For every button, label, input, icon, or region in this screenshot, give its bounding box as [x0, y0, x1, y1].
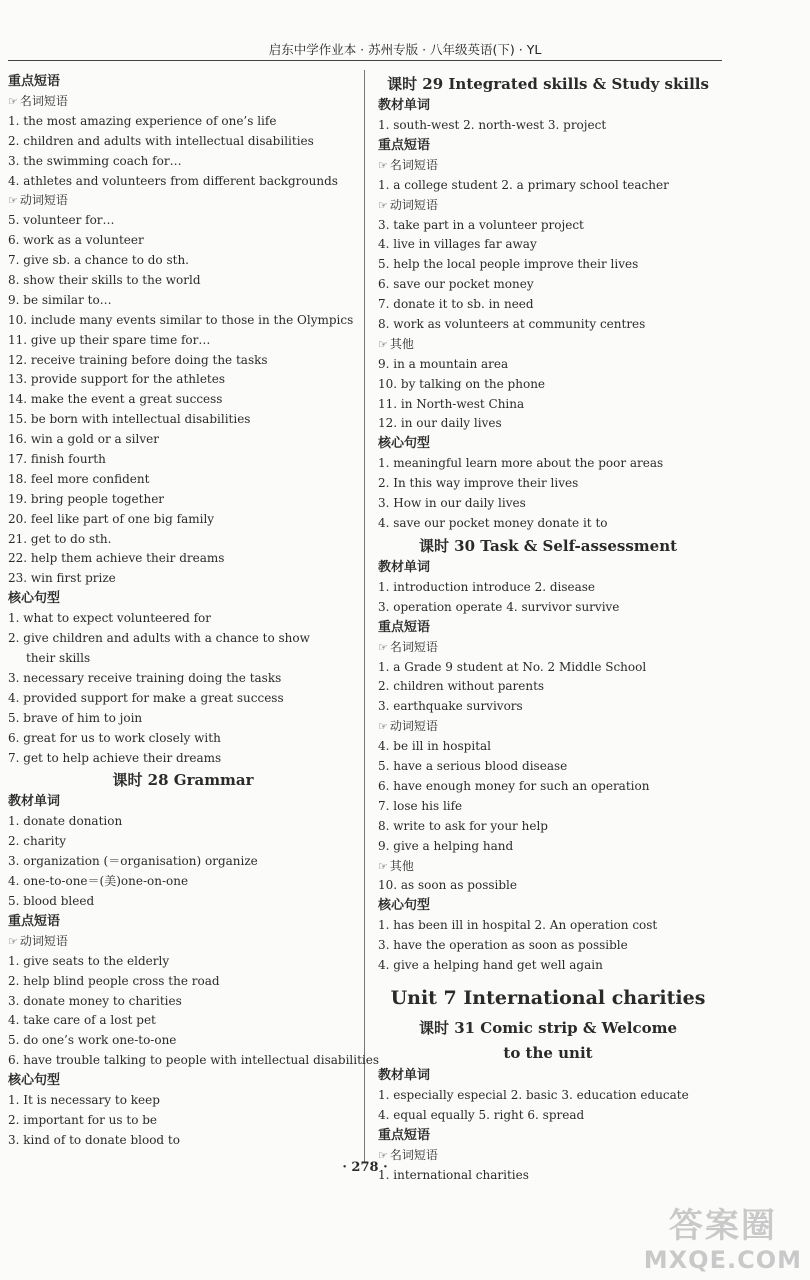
answer-line: 5. volunteer for…: [8, 213, 115, 228]
answer-line: 1. introduction introduce 2. disease: [378, 579, 596, 594]
subsection-label: [378, 717, 718, 737]
subsection-label: [378, 156, 718, 176]
subsection-text: 名词短语: [389, 639, 438, 654]
answer-line: 6. have trouble talking to people with intellectual disabilities: [8, 1053, 380, 1068]
subsection-text: 名词短语: [389, 1147, 438, 1162]
section-heading: 重点短语: [8, 913, 61, 929]
pointing-hand-icon: ☞: [378, 337, 388, 351]
answer-line: 14. make the event a great success: [8, 392, 223, 407]
pointing-hand-icon: ☞: [378, 1148, 388, 1162]
subsection-label: [378, 638, 718, 658]
answer-line: 12. receive training before doing the tasks: [8, 352, 268, 367]
subsection-text: 动词短语: [389, 197, 438, 212]
section-heading: 重点短语: [378, 1127, 431, 1143]
section-heading: 教材单词: [378, 98, 431, 113]
answer-line: 2. children and adults with intellectual disabilities: [8, 133, 314, 148]
answer-line: 10. include many events similar to those in the Olympics: [8, 312, 354, 327]
answer-line: 4. provided support for make a great success: [8, 690, 284, 705]
answer-line: 4. live in villages far away: [378, 237, 537, 252]
answer-line: 4. save our pocket money donate it to: [378, 516, 608, 531]
pointing-hand-icon: ☞: [378, 640, 388, 654]
section-heading: 教材单词: [8, 794, 61, 810]
answer-line: 3. have the operation as soon as possible: [378, 938, 628, 953]
section-heading: 教材单词: [378, 1067, 431, 1083]
answer-line: 10. as soon as possible: [378, 878, 517, 893]
section-heading: 重点短语: [8, 74, 61, 89]
answer-line: 8. show their skills to the world: [8, 273, 201, 288]
section-heading: 教材单词: [378, 559, 431, 575]
subsection-label: [8, 92, 358, 112]
answer-line: 6. work as a volunteer: [8, 233, 144, 248]
answer-line: 7. donate it to sb. in need: [378, 297, 534, 312]
pointing-hand-icon: ☞: [378, 859, 388, 873]
section-heading: 核心句型: [378, 898, 431, 914]
answer-line: 5. blood bleed: [8, 893, 95, 908]
section-heading: 重点短语: [378, 619, 431, 635]
answer-line: 9. give a helping hand: [378, 838, 514, 853]
subsection-label: [8, 932, 358, 952]
lesson-title: 课时 31 Comic strip & Welcome: [418, 1018, 678, 1037]
answer-line: 4. one-to-one＝(美)one-on-one: [8, 874, 189, 889]
column-divider: [364, 70, 365, 1162]
answer-line: 6. save our pocket money: [378, 277, 534, 292]
header-rule: [8, 60, 722, 61]
answer-line: 18. feel more confident: [8, 471, 150, 486]
answer-line: 5. have a serious blood disease: [378, 759, 568, 774]
answer-line: their skills: [26, 651, 91, 666]
answer-line: 3. necessary receive training doing the tasks: [8, 670, 282, 685]
answer-line: 2. charity: [8, 834, 67, 849]
answer-line: 1. what to expect volunteered for: [8, 611, 211, 626]
answer-line: 1. south-west 2. north-west 3. project: [378, 118, 607, 132]
right-column: [378, 72, 718, 1186]
answer-line: 4. be ill in hospital: [378, 739, 492, 754]
answer-line: 22. help them achieve their dreams: [8, 551, 225, 566]
lesson-title: 课时 28 Grammar: [112, 771, 254, 790]
answer-line: 7. lose his life: [378, 798, 463, 813]
answer-line: 1. donate donation: [8, 814, 123, 829]
watermark-logo: [644, 1206, 802, 1274]
unit-title: Unit 7 International charities: [390, 986, 706, 1009]
pointing-hand-icon: ☞: [378, 720, 388, 734]
subsection-label: [8, 191, 358, 211]
answer-line: 7. get to help achieve their dreams: [8, 750, 222, 765]
pointing-hand-icon: ☞: [378, 198, 388, 212]
page-number: · 278 ·: [342, 1160, 388, 1175]
answer-line: 1. It is necessary to keep: [8, 1093, 160, 1108]
answer-line: 3. the swimming coach for…: [8, 153, 182, 168]
subsection-text: 动词短语: [389, 719, 438, 734]
page-header: 启东中学作业本 · 苏州专版 · 八年级英语(下) · YL: [268, 42, 542, 57]
subsection-label: [378, 196, 718, 216]
answer-line: 2. In this way improve their lives: [378, 476, 579, 491]
answer-line: 1. international charities: [378, 1167, 529, 1182]
answer-line: 20. feel like part of one big family: [8, 511, 215, 526]
answer-line: 5. do one’s work one-to-one: [8, 1033, 177, 1048]
subsection-text: 其他: [389, 858, 414, 873]
answer-line: 21. get to do sth.: [8, 531, 112, 546]
answer-line: 1. a college student 2. a primary school teacher: [378, 177, 669, 192]
subsection-text: 动词短语: [19, 193, 68, 208]
watermark-cn: 答案圈: [668, 1206, 777, 1246]
answer-line: 2. give children and adults with a chance to show: [8, 631, 310, 646]
subsection-text: 其他: [389, 336, 414, 351]
subsection-label: [378, 857, 718, 877]
answer-line: 1. give seats to the elderly: [8, 953, 170, 968]
answer-line: 3. How in our daily lives: [378, 496, 526, 511]
watermark-en: MXQE.COM: [643, 1246, 802, 1274]
answer-line: 9. be similar to…: [8, 292, 112, 307]
answer-line: 3. organization (＝organisation) organize: [8, 854, 258, 869]
answer-line: 5. help the local people improve their lives: [378, 257, 639, 272]
answer-line: 6. have enough money for such an operation: [378, 778, 650, 793]
answer-line: 12. in our daily lives: [378, 416, 502, 431]
answer-line: 2. children without parents: [378, 679, 545, 694]
answer-line: 3. operation operate 4. survivor survive: [378, 599, 620, 614]
answer-line: 13. provide support for the athletes: [8, 372, 226, 387]
answer-line: 11. in North-west China: [378, 396, 525, 411]
answer-line: 2. important for us to be: [8, 1112, 158, 1127]
left-column: [8, 72, 380, 1151]
answer-line: 5. brave of him to join: [8, 710, 143, 725]
answer-line: 4. athletes and volunteers from different backgrounds: [8, 173, 338, 188]
subsection-text: 名词短语: [389, 157, 438, 172]
answer-line: 1. especially especial 2. basic 3. education educate: [378, 1087, 689, 1102]
answer-line: 3. earthquake survivors: [378, 699, 523, 714]
section-heading: 核心句型: [378, 436, 431, 452]
answer-line: 1. has been ill in hospital 2. An operation cost: [378, 918, 658, 933]
answer-line: 8. work as volunteers at community centres: [378, 317, 646, 332]
lesson-title: 课时 29 Integrated skills & Study skills: [387, 75, 709, 93]
answer-line: 3. take part in a volunteer project: [378, 217, 584, 232]
section-heading: 核心句型: [8, 1073, 61, 1089]
lesson-title: 课时 30 Task & Self-assessment: [418, 536, 678, 555]
answer-line: 4. equal equally 5. right 6. spread: [378, 1107, 585, 1122]
answer-line: 4. take care of a lost pet: [8, 1013, 156, 1028]
pointing-hand-icon: ☞: [8, 934, 18, 948]
pointing-hand-icon: ☞: [8, 95, 18, 108]
subsection-label: [378, 335, 718, 355]
answer-line: 23. win first prize: [8, 571, 116, 586]
answer-line: 17. finish fourth: [8, 452, 106, 467]
section-heading: 重点短语: [378, 137, 431, 153]
answer-line: 1. the most amazing experience of one’s life: [8, 113, 277, 128]
answer-line: 4. give a helping hand get well again: [378, 958, 603, 973]
subsection-text: 名词短语: [19, 94, 68, 108]
answer-line: 2. help blind people cross the road: [8, 973, 220, 988]
answer-line: 8. write to ask for your help: [378, 818, 548, 833]
answer-line: 11. give up their spare time for…: [8, 332, 211, 347]
answer-line: 15. be born with intellectual disabilities: [8, 412, 251, 427]
answer-line: 3. donate money to charities: [8, 993, 182, 1008]
answer-line: 6. great for us to work closely with: [8, 730, 221, 745]
lesson-title: to the unit: [503, 1043, 593, 1062]
answer-line: 19. bring people together: [8, 491, 165, 506]
answer-line: 1. a Grade 9 student at No. 2 Middle School: [378, 659, 647, 674]
pointing-hand-icon: ☞: [8, 194, 18, 208]
answer-line: 1. meaningful learn more about the poor areas: [378, 456, 664, 471]
section-heading: 核心句型: [8, 591, 61, 607]
pointing-hand-icon: ☞: [378, 158, 388, 172]
subsection-text: 动词短语: [19, 933, 68, 948]
answer-line: 3. kind of to donate blood to: [8, 1132, 180, 1147]
answer-line: 16. win a gold or a silver: [8, 432, 159, 447]
answer-line: 9. in a mountain area: [378, 356, 509, 371]
answer-line: 10. by talking on the phone: [378, 376, 546, 391]
answer-line: 7. give sb. a chance to do sth.: [8, 253, 189, 268]
